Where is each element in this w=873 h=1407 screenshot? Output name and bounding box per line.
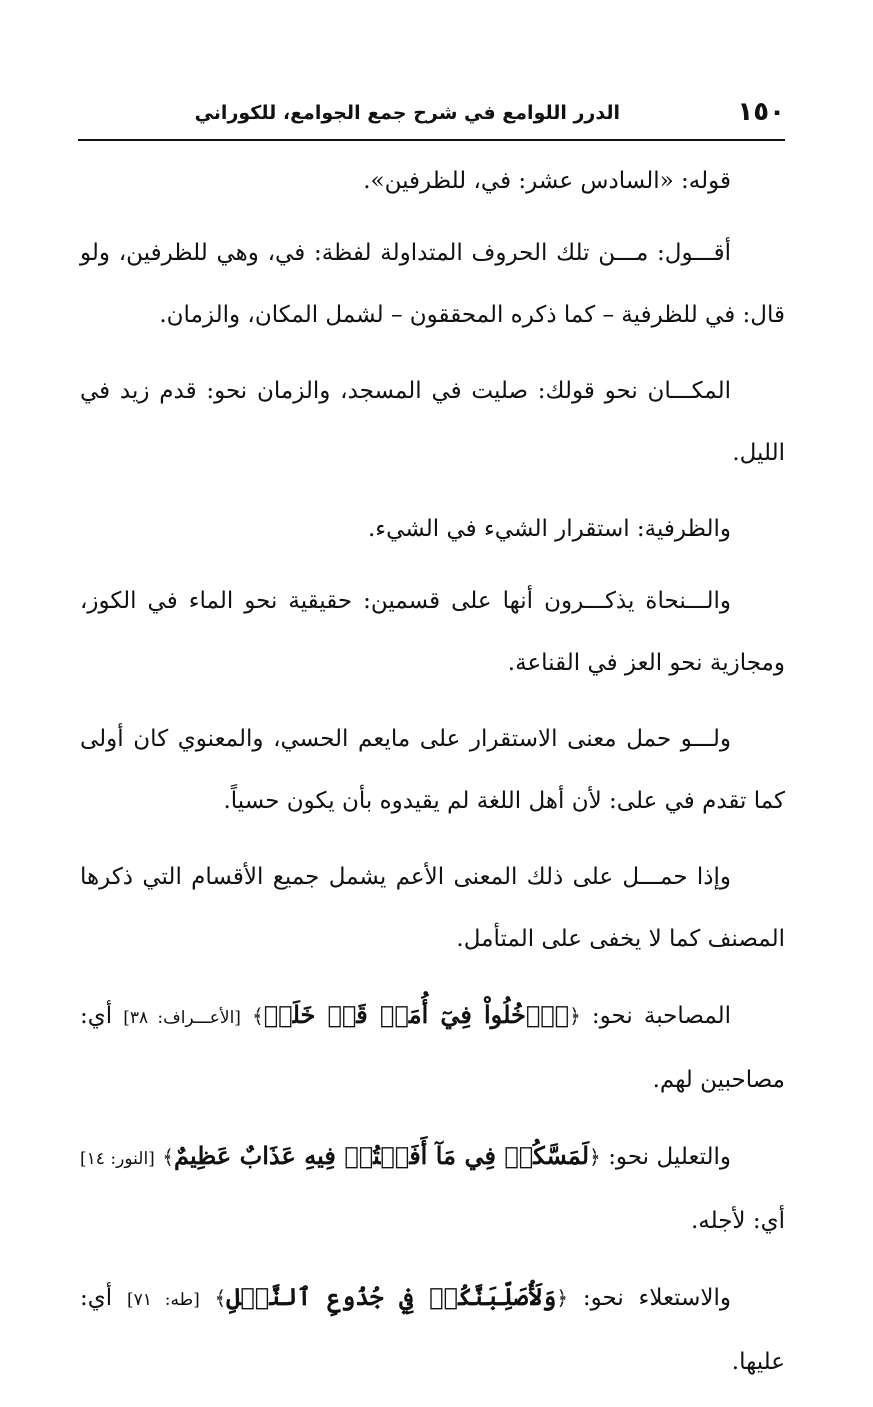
- paragraph-general-sense: وإذا حمـــل على ذلك المعنى الأعم يشمل جميع الأقسام التي ذكرها المصنف كما لا يخفى على المتأمل.: [80, 864, 785, 952]
- paragraph-grammarians: والـــنحاة يذكـــرون أنها على قسمين: حقيقية نحو الماء في الكوز، ومجازية نحو العز في القناعة.: [80, 588, 785, 676]
- example-accompaniment: [80, 984, 785, 1111]
- verse-open-ornament: ﴿: [569, 1004, 581, 1028]
- paragraph-definition: والظرفية: استقرار الشيء في الشيء.: [367, 516, 731, 542]
- quran-verse: وَلَأُصَلِّبَنَّكُمۡ فِي جُذُوعِ ٱلنَّخۡلِ: [226, 1282, 557, 1311]
- page-number: ١٥٠: [737, 97, 785, 127]
- example-superiority: [80, 1266, 785, 1393]
- verse-reference: [طه: ٧١]: [126, 1290, 200, 1310]
- verse-open-ornament: ﴿: [556, 1286, 569, 1310]
- header-rule: [78, 139, 785, 141]
- running-header: [78, 92, 785, 140]
- paragraph-aqul: أقـــول: مـــن تلك الحروف المتداولة لفظة: في، وهي للظرفين، ولو قال: في للظرفية – كما ذكره المحققون – لشمل المكان، والزمان.: [80, 240, 785, 328]
- verse-close-ornament: ﴾: [162, 1145, 174, 1169]
- verse-close-ornament: ﴾: [214, 1286, 227, 1310]
- book-title: الدرر اللوامع في شرح جمع الجوامع، للكوراني: [194, 102, 620, 124]
- example-causation: [80, 1125, 785, 1252]
- verse-close-ornament: ﴾: [252, 1004, 264, 1028]
- verse-reference: [النور: ١٤]: [80, 1149, 155, 1169]
- example-lead: والتعليل نحو:: [600, 1144, 732, 1170]
- example-tail: أي: عليها.: [80, 1285, 785, 1375]
- quran-verse: لَمَسَّكُمۡ فِي مَآ أَفَضۡتُمۡ فِيهِ عَذَابٌ عَظِيمٌ: [173, 1141, 590, 1170]
- paragraph-place-time: المكـــان نحو قولك: صليت في المسجد، والزمان نحو: قدم زيد في الليل.: [80, 378, 785, 466]
- verse-reference: [الأعـــراف: ٣٨]: [123, 1008, 241, 1028]
- paragraph-quote: قوله: «السادس عشر: في، للظرفين».: [363, 168, 731, 194]
- example-lead: المصاحبة نحو:: [580, 1003, 732, 1029]
- paragraph-meaning: ولـــو حمل معنى الاستقرار على مايعم الحسي، والمعنوي كان أولى كما تقدم في على: لأن أهل اللغة لم يقيدوه بأن يكون حسياً.: [80, 726, 785, 814]
- body-text: [80, 150, 785, 1407]
- quran-verse: ٱدۡخُلُواْ فِيٓ أُمَمٖ قَدۡ خَلَتۡ: [263, 1000, 570, 1029]
- verse-open-ornament: ﴿: [589, 1145, 601, 1169]
- example-lead: والاستعلاء نحو:: [568, 1285, 731, 1311]
- example-tail: أي: لأجله.: [690, 1208, 785, 1234]
- example-tail: أي: مصاحبين لهم.: [80, 1003, 785, 1093]
